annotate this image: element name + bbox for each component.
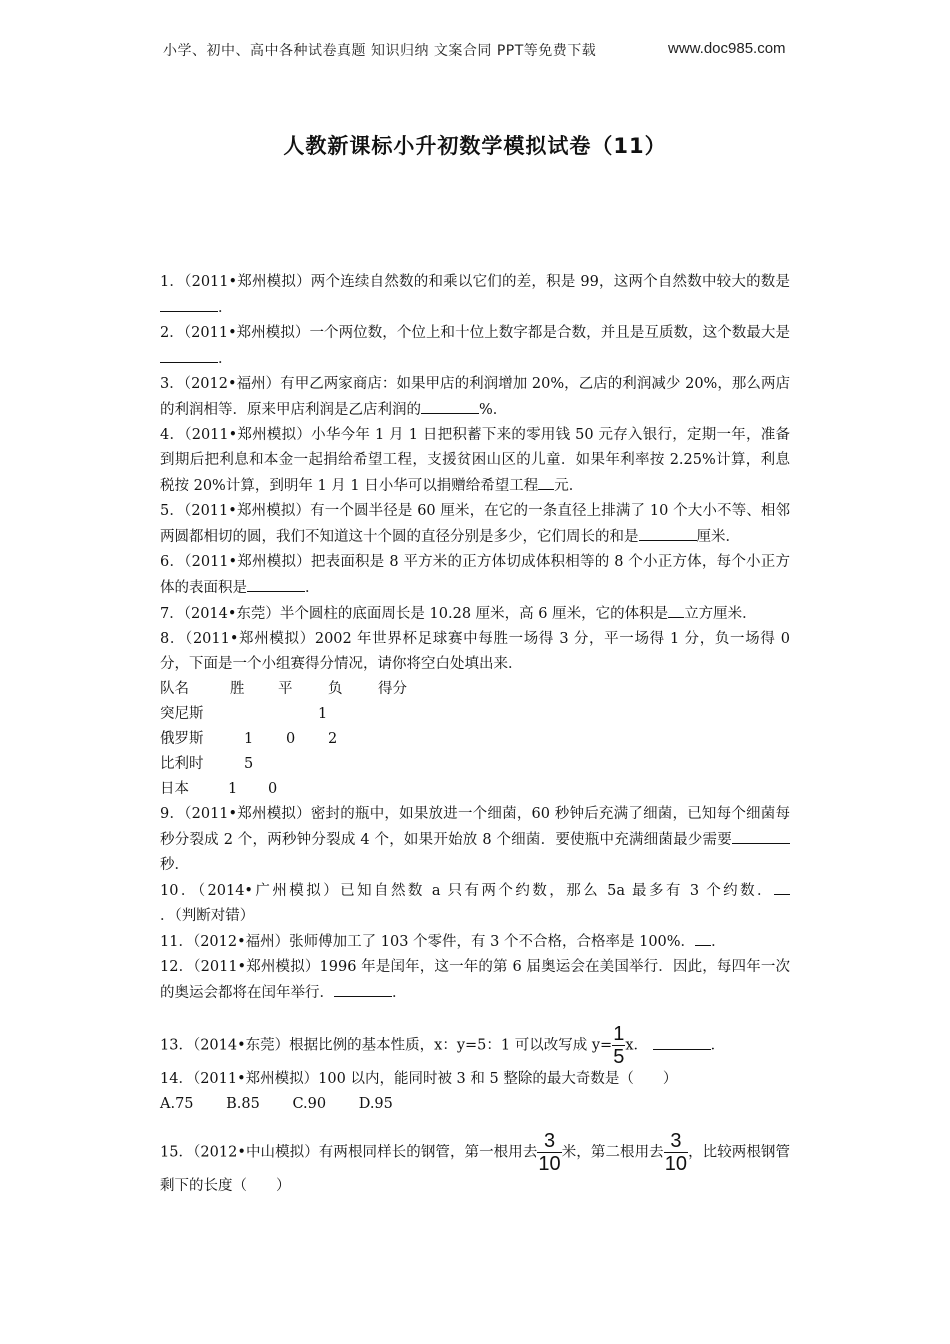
- answer-blank[interactable]: [247, 575, 305, 592]
- answer-blank[interactable]: [160, 346, 218, 363]
- answer-blank[interactable]: [421, 397, 479, 414]
- table-header-row: 队名 胜 平 负 得分: [160, 681, 407, 697]
- question-15: 15．（2012•中山模拟）有两根同样长的钢管，第一根用去 $\frac{3}{10}$ 米，第二根用去 $\frac{3}{10}$ ，比较两根钢管剩下的长度（ ）: [160, 1130, 791, 1194]
- question-3: 3．（2012•福州）有甲乙两家商店：如果甲店的利润增加 20%，乙店的利润减少 20%，那么两店的利润相等．原来甲店利润是乙店利润的 %．: [160, 376, 790, 418]
- page-title: 人教新课标小升初数学模拟试卷（11）: [283, 134, 667, 158]
- table-row: 突尼斯 1: [160, 706, 328, 722]
- choice-c[interactable]: C.90: [292, 1096, 327, 1112]
- page-header: [0, 40, 950, 64]
- fraction: $\frac{1}{5}$: [613, 1023, 625, 1068]
- question-2: 2．（2011•郑州模拟）一个两位数，个位上和十位上数字都是合数，并且是互质数，这个数最大是．: [160, 325, 790, 367]
- question-5: 5．（2011•郑州模拟）有一个圆半径是 60 厘米，在它的一条直径上排满了 10 个大小不等、相邻两圆都相切的圆，我们不知道这十个圆的直径分别是多少，它们周长的和是 厘米．: [160, 503, 790, 545]
- table-row: 比利时 5: [160, 756, 254, 772]
- score-table: [160, 677, 790, 802]
- choices-14: [160, 1092, 790, 1117]
- question-10: 10．（2014•广州模拟）已知自然数 a 只有两个约数，那么 5a 最多有 3 个约数．．（判断对错）: [160, 878, 790, 929]
- answer-blank[interactable]: [538, 473, 554, 490]
- question-list: [160, 270, 790, 1199]
- answer-blank[interactable]: [668, 601, 684, 618]
- fraction: $\frac{3}{10}$: [664, 1130, 687, 1175]
- answer-blank[interactable]: [639, 524, 697, 541]
- answer-blank[interactable]: [695, 929, 711, 946]
- question-12: 12．（2011•郑州模拟）1996 年是闰年，这一年的第 6 届奥运会在美国举行．因此，每四年一次的奥运会都将在闰年举行． ．: [160, 959, 790, 1001]
- choice-a[interactable]: A.75: [160, 1096, 194, 1112]
- answer-blank[interactable]: [160, 295, 218, 312]
- question-11: 11．（2012•福州）张师傅加工了 103 个零件，有 3 个不合格，合格率是 100%． ．: [160, 929, 790, 955]
- question-7: 7．（2014•东莞）半个圆柱的底面周长是 10.28 厘米，高 6 厘米，它的体积是 立方厘米．: [160, 601, 790, 627]
- question-4: 4．（2011•郑州模拟）小华今年 1 月 1 日把积蓄下来的零用钱 50 元存入银行，定期一年，准备到期后把利息和本金一起捐给希望工程，支援贫困山区的儿童．如果年利率按 2.25%计算，利息税按 20%计算，到明年 1 月 1 日小华可以捐赠给希望工程 元．: [160, 427, 790, 494]
- question-1: 1．（2011•郑州模拟）两个连续自然数的和乘以它们的差，积是 99，这两个自然数中较大的数是．: [160, 274, 790, 316]
- question-6: 6．（2011•郑州模拟）把表面积是 8 平方米的正方体切成体积相等的 8 个小正方体，每个小正方体的表面积是 ．: [160, 554, 790, 596]
- answer-blank[interactable]: [653, 1033, 711, 1050]
- table-row: 俄罗斯 1 0 2: [160, 731, 338, 747]
- answer-blank[interactable]: [732, 827, 790, 844]
- question-13: 13．（2014•东莞）根据比例的基本性质，x：y=5：1 可以改写成 y= $\frac{1}{5}$ x． ．: [160, 1023, 726, 1068]
- fraction: $\frac{3}{10}$: [538, 1130, 561, 1175]
- answer-blank[interactable]: [334, 980, 392, 997]
- header-left-text: 小学、初中、高中各种试卷真题 知识归纳 文案合同 PPT等免费下载: [163, 43, 597, 59]
- choice-b[interactable]: B.85: [226, 1096, 260, 1112]
- header-website[interactable]: www.doc985.com: [668, 40, 786, 57]
- table-row: 日本 1 0: [160, 781, 278, 797]
- question-8: 8．（2011•郑州模拟）2002 年世界杯足球赛中每胜一场得 3 分，平一场得 1 分，负一场得 0 分，下面是一个小组赛得分情况，请你将空白处填出来．: [160, 631, 790, 672]
- question-14: 14．（2011•郑州模拟）100 以内，能同时被 3 和 5 整除的最大奇数是（ ）: [160, 1071, 678, 1087]
- question-9: 9．（2011•郑州模拟）密封的瓶中，如果放进一个细菌，60 秒钟后充满了细菌，已知每个细菌每秒分裂成 2 个，两秒钟分裂成 4 个，如果开始放 8 个细菌．要使瓶中充满细菌最少需要秒．: [160, 806, 790, 873]
- choice-d[interactable]: D.95: [358, 1096, 393, 1112]
- answer-blank[interactable]: [774, 878, 790, 895]
